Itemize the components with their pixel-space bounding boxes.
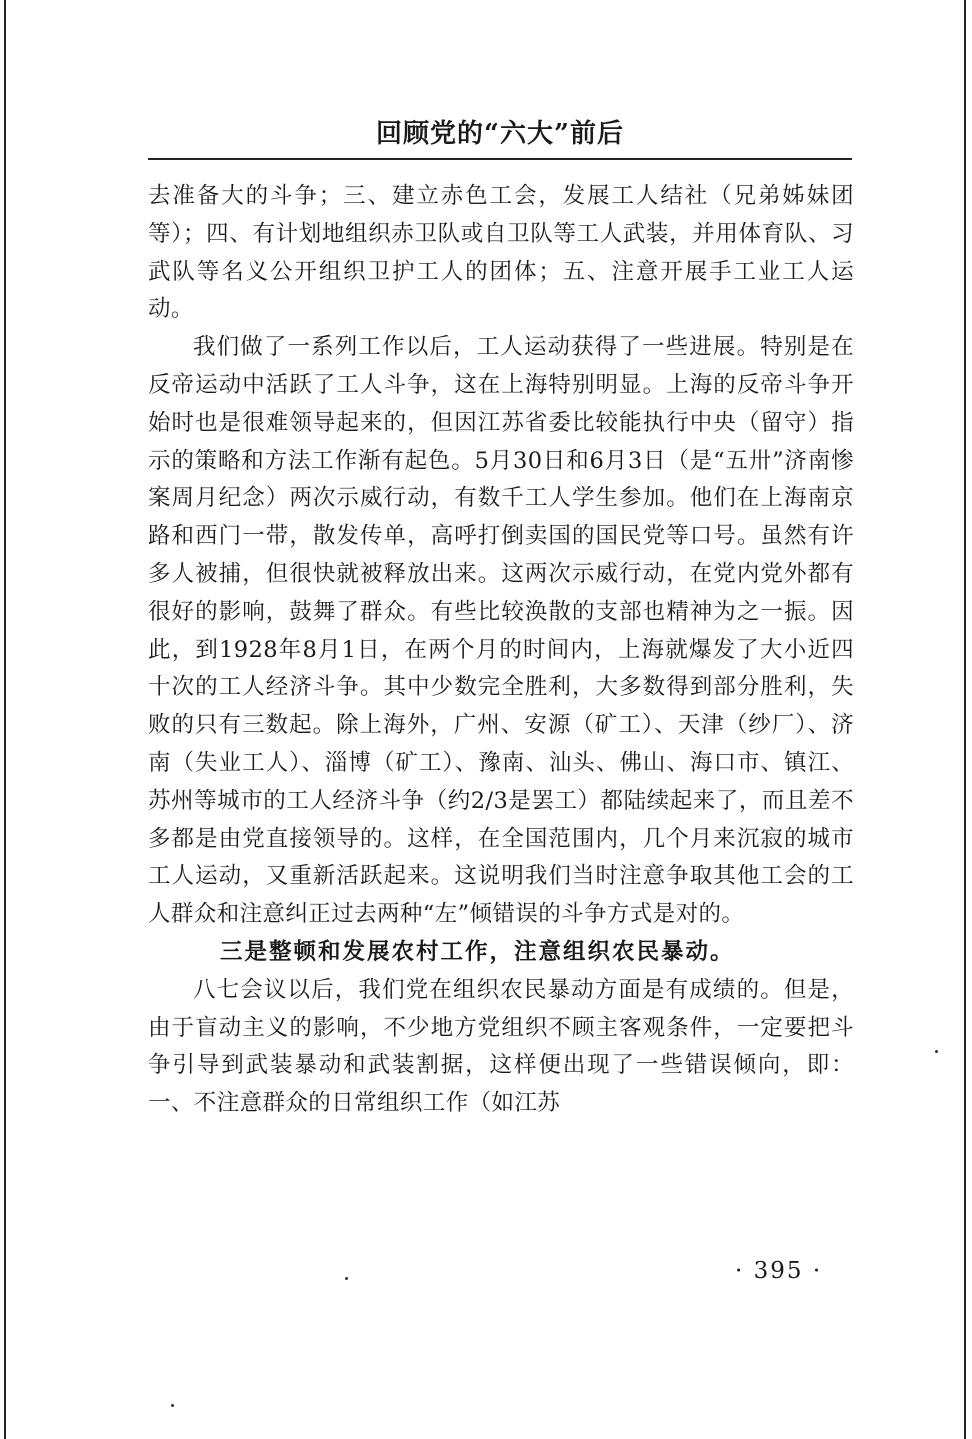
scan-speck (171, 1404, 174, 1407)
page-number: · 395 · (735, 1258, 823, 1284)
body-text (148, 178, 854, 1123)
header-title: 回顾党的“六大”前后 (376, 119, 624, 149)
paragraph-worker-movement: 我们做了一系列工作以后，工人运动获得了一些进展。特别是在反帝运动中活跃了工人斗争，这在上海特别明显。上海的反帝斗争开始时也是很难领导起来的，但因江苏省委比较能执行中央（留守）指示的策略和方法工作渐有起色。5月30日和6月3日（是“五卅”济南惨案周月纪念）两次示威行动，有数千工人学生参加。他们在上海南京路和西门一带，散发传单，高呼打倒卖国的国民党等口号。虽然有许多人被捕，但很快就被释放出来。这两次示威行动，在党内党外都有很好的影响，鼓舞了群众。有些比较涣散的支部也精神为之一振。因此，到1928年8月1日，在两个月的时间内，上海就爆发了大小近四十次的工人经济斗争。其中少数完全胜利，大多数得到部分胜利，失败的只有三数起。除上海外，广州、安源（矿工）、天津（纱厂）、济南（失业工人）、淄博（矿工）、豫南、汕头、佛山、海口市、镇江、苏州等城市的工人经济斗争（约2/3是罢工）都陆续起来了，而且差不多都是由党直接领导的。这样，在全国范围内，几个月来沉寂的城市工人运动，又重新活跃起来。这说明我们当时注意争取其他工会的工人群众和注意纠正过去两种“左”倾错误的斗争方式是对的。 (148, 334, 854, 928)
scan-speck (345, 1277, 348, 1280)
scan-speck (935, 1050, 938, 1053)
paragraph-peasant-uprising: 八七会议以后，我们党在组织农民暴动方面是有成绩的。但是，由于盲动主义的影响，不少地方党组织不顾主客观条件，一定要把斗争引导到武装暴动和武装割据，这样便出现了一些错误倾向，即：一、不注意群众的日常组织工作（如江苏 (148, 976, 854, 1117)
running-header (148, 112, 852, 160)
paragraph-continuation: 去准备大的斗争；三、建立赤色工会，发展工人结社（兄弟姊妹团等）；四、有计划地组织赤卫队或自卫队等工人武装，并用体育队、习武队等名义公开组织卫护工人的团体；五、注意开展手工业工人运动。 (148, 183, 854, 323)
section-subheading: 三是整顿和发展农村工作，注意组织农民暴动。 (220, 938, 735, 965)
